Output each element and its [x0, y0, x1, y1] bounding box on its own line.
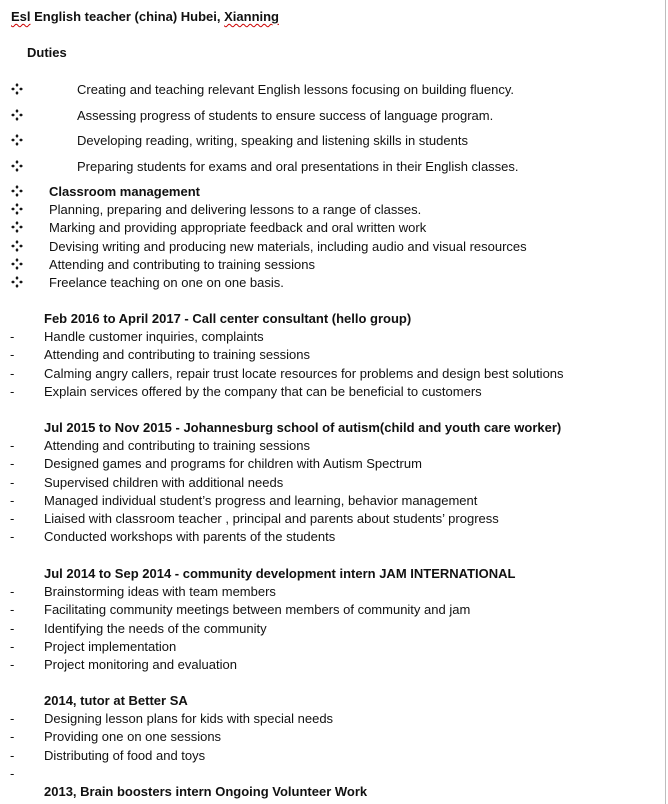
duty-item: Freelance teaching on one on one basis. — [49, 275, 284, 290]
list-item: Explain services offered by the company that can be beneficial to customers — [44, 383, 482, 399]
duty-item: Planning, preparing and delivering lessons to a range of classes. — [49, 202, 422, 218]
list-item: Designing lesson plans for kids with special needs — [44, 711, 334, 727]
dash-bullet: - — [10, 529, 15, 545]
diamond-bullet-icon — [11, 258, 23, 270]
list-item: Providing one on one sessions — [44, 729, 222, 745]
duty-item: Developing reading, writing, speaking and listening skills in students — [77, 133, 468, 148]
duty-item: Preparing students for exams and oral presentations in their English classes. — [77, 159, 519, 174]
list-item: Identifying the needs of the community — [44, 620, 267, 636]
dash-bullet: - — [10, 584, 15, 600]
job-title: Feb 2016 to April 2017 - Call center consultant (hello group) — [44, 311, 412, 326]
dash-bullet: - — [10, 729, 15, 745]
list-item: Facilitating community meetings between members of community and jam — [44, 602, 471, 618]
list-item: Attending and contributing to training sessions — [44, 438, 310, 454]
dash-bullet: - — [10, 474, 15, 490]
dash-bullet: - — [10, 456, 15, 472]
dash-bullet: - — [10, 620, 15, 636]
dash-bullet: - — [10, 329, 15, 345]
list-item: Project monitoring and evaluation — [44, 657, 237, 672]
job-title: Jul 2014 to Sep 2014 - community development intern JAM INTERNATIONAL — [44, 566, 516, 581]
dash-bullet: - — [10, 657, 15, 672]
list-item: Conducted workshops with parents of the students — [44, 529, 336, 545]
dash-bullet: - — [10, 492, 15, 508]
heading-esl: Esl — [11, 9, 31, 24]
dash-bullet: - — [10, 765, 15, 781]
duties-label: Duties — [27, 45, 67, 60]
diamond-bullet-icon — [11, 109, 23, 121]
list-item: Managed individual student’s progress and learning, behavior management — [44, 492, 478, 508]
dash-bullet: - — [10, 365, 15, 381]
diamond-bullet-icon — [11, 185, 23, 197]
job-title: Jul 2015 to Nov 2015 - Johannesburg school of autism(child and youth care worker) — [44, 420, 562, 435]
list-item: Attending and contributing to training sessions — [44, 347, 310, 363]
diamond-bullet-icon — [11, 160, 23, 172]
heading-title: English teacher (china) Hubei, — [30, 9, 225, 24]
diamond-bullet-icon — [11, 134, 23, 146]
list-item: Designed games and programs for children with Autism Spectrum — [44, 456, 422, 472]
dash-bullet: - — [10, 747, 15, 763]
dash-bullet: - — [10, 511, 15, 526]
duty-item: Assessing progress of students to ensure success of language program. — [77, 108, 494, 123]
page-edge — [665, 0, 666, 804]
document-heading — [11, 9, 279, 24]
list-item: Project implementation — [44, 638, 177, 654]
list-item: Supervised children with additional needs — [44, 474, 284, 490]
duty-item: Marking and providing appropriate feedback and oral written work — [49, 220, 427, 236]
diamond-bullet-icon — [11, 240, 23, 252]
job-title: 2014, tutor at Better SA — [44, 693, 188, 708]
list-item: Distributing of food and toys — [44, 747, 206, 763]
diamond-bullet-icon — [11, 276, 23, 288]
dash-bullet: - — [10, 347, 15, 363]
list-item: Handle customer inquiries, complaints — [44, 329, 264, 345]
dash-bullet: - — [10, 602, 15, 618]
diamond-bullet-icon — [11, 203, 23, 215]
dash-bullet: - — [10, 711, 15, 727]
heading-place: Xianning — [224, 9, 279, 24]
job-title: 2013, Brain boosters intern Ongoing Volunteer Work — [44, 784, 368, 799]
dash-bullet: - — [10, 438, 15, 454]
list-item: Liaised with classroom teacher , principal and parents about students’ progress — [44, 511, 499, 526]
dash-bullet: - — [10, 383, 15, 399]
duty-item: Devising writing and producing new materials, including audio and visual resources — [49, 238, 527, 254]
duty-item: Attending and contributing to training sessions — [49, 256, 315, 272]
diamond-bullet-icon — [11, 221, 23, 233]
classroom-management-heading: Classroom management — [49, 184, 200, 199]
list-item: Calming angry callers, repair trust locate resources for problems and design best solutions — [44, 365, 564, 381]
duty-item: Creating and teaching relevant English lessons focusing on building fluency. — [77, 82, 514, 97]
dash-bullet: - — [10, 638, 15, 654]
list-item: Brainstorming ideas with team members — [44, 584, 276, 600]
diamond-bullet-icon — [11, 83, 23, 95]
